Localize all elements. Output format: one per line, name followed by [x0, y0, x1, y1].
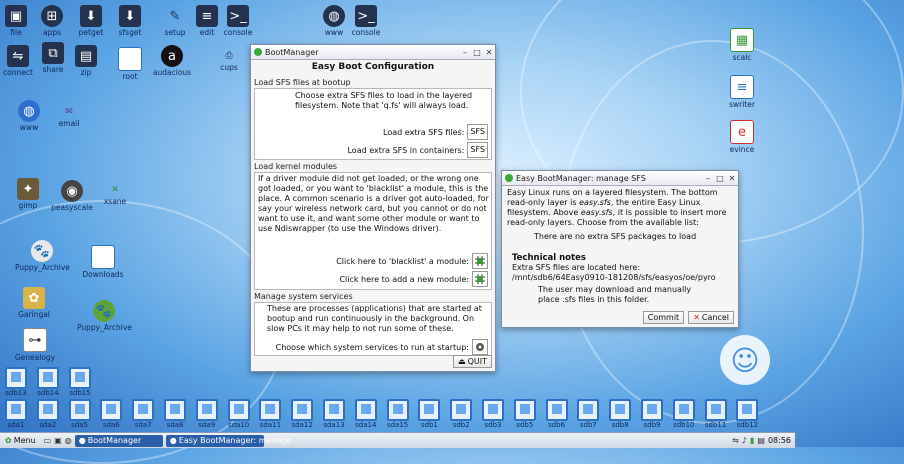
- no-packages-text: There are no extra SFS packages to load: [534, 232, 697, 241]
- drive-icon-sdb15[interactable]: [64, 367, 96, 397]
- drive-icon: [482, 399, 504, 421]
- clock[interactable]: 08:56: [767, 436, 791, 445]
- icon-label: scalc: [732, 53, 752, 62]
- task-label: BootManager: [87, 436, 142, 445]
- icon-label: file: [10, 28, 22, 37]
- drive-icon-sdb10[interactable]: [668, 399, 700, 429]
- drive-inner-icon: [43, 404, 53, 414]
- desktop-icon-console[interactable]: [211, 5, 265, 37]
- app-icon: ●: [169, 436, 177, 445]
- drive-inner-icon: [520, 404, 530, 414]
- kernel-section: [254, 172, 492, 290]
- sfs-row1-label: Load extra SFS files:: [383, 127, 465, 137]
- drive-icon: [37, 399, 59, 421]
- drive-icon: [641, 399, 663, 421]
- drive-inner-icon: [456, 404, 466, 414]
- terminal-launcher-icon[interactable]: ▣: [54, 436, 62, 445]
- intro-text: , it is possible to insert more read-only layers. Choose from the available list:: [507, 208, 727, 227]
- drive-icon: [546, 399, 568, 421]
- drive-label: sdb15: [69, 389, 91, 397]
- maximize-icon[interactable]: □: [716, 173, 724, 183]
- drive-icon: [164, 399, 186, 421]
- blacklist-row: [336, 253, 488, 269]
- drive-icon-sdb7[interactable]: [572, 399, 604, 429]
- drive-inner-icon: [679, 404, 689, 414]
- drive-inner-icon: [75, 372, 85, 382]
- drive-icon-sda7[interactable]: [127, 399, 159, 429]
- drive-icon: [387, 399, 409, 421]
- drive-inner-icon: [170, 404, 180, 414]
- cancel-label: Cancel: [701, 313, 729, 322]
- sfs-row2: [347, 142, 488, 158]
- services-description: These are processes (applications) that are started at bootup and run continuously in the background. On slow PCs it may help to not run some of these.: [267, 304, 482, 333]
- drive-inner-icon: [138, 404, 148, 414]
- drive-label: sdb1: [420, 421, 438, 429]
- gimp-icon: ✦: [17, 178, 39, 200]
- icon-label: connect: [3, 68, 33, 77]
- quit-label: QUIT: [467, 357, 487, 366]
- desktop-icon-console-top[interactable]: [339, 5, 393, 37]
- add-module-button[interactable]: [472, 271, 488, 287]
- show-desktop-icon[interactable]: ▭: [43, 436, 52, 445]
- bootmanager-window: [250, 44, 496, 372]
- drive-icon: [609, 399, 631, 421]
- drive-label: sdb2: [452, 421, 470, 429]
- document-icon: ≡: [730, 75, 754, 99]
- drive-label: sdb13: [5, 389, 27, 397]
- manage-sfs-titlebar[interactable]: [502, 171, 738, 186]
- archive-icon: ▤: [75, 45, 97, 67]
- drive-label: sdb11: [704, 421, 727, 429]
- drive-icon: [673, 399, 695, 421]
- camera-icon: ◉: [61, 180, 83, 202]
- drive-icon: [323, 399, 345, 421]
- drive-icon-sda13[interactable]: [318, 399, 350, 429]
- icon-label: peasyscale: [51, 203, 93, 212]
- drive-icon-sda10[interactable]: [223, 399, 255, 429]
- window-title: Easy BootManager: manage SFS: [516, 173, 646, 183]
- icon-label: swriter: [729, 100, 755, 109]
- drive-inner-icon: [361, 404, 371, 414]
- icon-label: Downloads: [82, 270, 124, 279]
- network-tray-icon[interactable]: ⇋: [732, 436, 739, 445]
- drive-icon-sdb6[interactable]: [541, 399, 573, 429]
- desktop-icon-cups[interactable]: [202, 50, 256, 72]
- drive-label: sdb12: [736, 421, 759, 429]
- drive-icon: [514, 399, 536, 421]
- battery-tray-icon[interactable]: ▮: [749, 436, 755, 445]
- tech-note-line: Extra SFS files are located here:: [512, 263, 641, 272]
- volume-tray-icon[interactable]: ♪: [741, 436, 747, 445]
- drive-label: sdb7: [579, 421, 597, 429]
- drive-icon-sdb8[interactable]: [604, 399, 636, 429]
- scanner-icon: ✕: [111, 185, 119, 195]
- desktop-icon-evince[interactable]: [715, 120, 769, 154]
- drive-inner-icon: [106, 404, 116, 414]
- drive-inner-icon: [424, 404, 434, 414]
- drive-label: sda1: [7, 421, 25, 429]
- sfs-row1: [383, 124, 488, 140]
- icon-label: apps: [42, 28, 62, 37]
- close-icon[interactable]: ✕: [728, 173, 736, 183]
- desktop-icon-puppy-archive[interactable]: [15, 240, 69, 272]
- wrench-icon: ✎: [169, 8, 181, 24]
- add-module-label: Click here to add a new module:: [339, 274, 469, 284]
- desktop-icon-xsane[interactable]: [88, 184, 142, 206]
- icon-label: gimp: [18, 201, 38, 210]
- spreadsheet-icon: ▦: [730, 28, 754, 52]
- tech-note-line: The user may download and manually place .sfs files in this folder.: [538, 285, 692, 304]
- desktop-icon-puppy-archive-2[interactable]: [77, 300, 131, 332]
- drive-inner-icon: [43, 372, 53, 382]
- drive-inner-icon: [11, 372, 21, 382]
- bootmanager-titlebar[interactable]: [251, 45, 495, 60]
- drive-label: sda6: [102, 421, 120, 429]
- sfs-intro: [502, 186, 738, 230]
- drive-icon-sda9[interactable]: [191, 399, 223, 429]
- drive-icon-sdb9[interactable]: [636, 399, 668, 429]
- desktop-icon-audacious[interactable]: [145, 45, 199, 77]
- technical-notes-heading: Technical notes: [512, 253, 586, 263]
- desktop-icon-email[interactable]: [42, 106, 96, 128]
- quit-row: [453, 355, 492, 368]
- services-row: [276, 339, 488, 355]
- blacklist-module-button[interactable]: [472, 253, 488, 269]
- sfs-package-icon: ⬇: [119, 5, 141, 27]
- drive-label: sda7: [134, 421, 152, 429]
- clipboard-tray-icon[interactable]: ▤: [757, 436, 765, 445]
- globe-icon: ◍: [323, 5, 345, 27]
- drive-inner-icon: [552, 404, 562, 414]
- load-sfs-containers-button[interactable]: SFS: [467, 142, 488, 158]
- icon-label: share: [42, 65, 64, 74]
- desktop-icon-downloads[interactable]: [76, 245, 130, 279]
- sfs-section-label: Load SFS files at bootup: [254, 78, 351, 87]
- drive-label: sda10: [227, 421, 250, 429]
- minimize-icon[interactable]: –: [463, 47, 467, 57]
- icon-label: console: [223, 28, 253, 37]
- cancel-icon: ✕: [693, 313, 700, 322]
- drive-icon-sdb12[interactable]: [731, 399, 763, 429]
- drive-label: sdb6: [548, 421, 566, 429]
- icon-label: console: [351, 28, 381, 37]
- sfs-section: [254, 88, 492, 160]
- drive-icon: [259, 399, 281, 421]
- pdf-viewer-icon: e: [730, 120, 754, 144]
- icon-label: xsane: [103, 197, 127, 206]
- icon-label: setup: [164, 28, 186, 37]
- desktop-icon-swriter[interactable]: [715, 75, 769, 109]
- drive-icon-sdb14[interactable]: [32, 367, 64, 397]
- icon-label: edit: [199, 28, 215, 37]
- drive-icon-sda5[interactable]: [64, 399, 96, 429]
- drive-icon: [450, 399, 472, 421]
- garingal-icon: ✿: [23, 287, 45, 309]
- drive-icon: [5, 399, 27, 421]
- task-bootmanager[interactable]: [75, 435, 163, 447]
- drive-icon-sda12[interactable]: [286, 399, 318, 429]
- drive-inner-icon: [711, 404, 721, 414]
- choose-services-button[interactable]: [472, 339, 488, 355]
- drive-icon-sda11[interactable]: [254, 399, 286, 429]
- browser-launcher-icon[interactable]: ◍: [64, 436, 72, 445]
- drive-label: sda12: [291, 421, 313, 429]
- task-manage-sfs[interactable]: [166, 435, 292, 447]
- drive-label: sda9: [198, 421, 216, 429]
- manage-sfs-window: [501, 170, 739, 328]
- drive-inner-icon: [615, 404, 625, 414]
- drive-inner-icon: [742, 404, 752, 414]
- email-icon: ✉: [65, 107, 73, 117]
- puppy-icon: 🐾: [31, 240, 53, 262]
- drive-inner-icon: [647, 404, 657, 414]
- drive-icon: [577, 399, 599, 421]
- drive-inner-icon: [265, 404, 275, 414]
- gear-icon: [475, 342, 485, 352]
- taskbar: [0, 432, 795, 448]
- drive-label: sda14: [355, 421, 377, 429]
- drive-icon-sda14[interactable]: [350, 399, 382, 429]
- app-icon: [505, 174, 513, 182]
- quit-button[interactable]: [453, 355, 492, 368]
- icon-label: www: [19, 123, 39, 132]
- close-icon[interactable]: ✕: [485, 47, 493, 57]
- window-title: BootManager: [265, 47, 319, 57]
- drive-icon: [196, 399, 218, 421]
- icon-label: Puppy_Archive: [15, 263, 70, 272]
- menu-icon: ✿: [5, 436, 12, 445]
- drive-icon: [736, 399, 758, 421]
- puppy-icon: 🐾: [93, 300, 115, 322]
- family-tree-icon: ⊶: [23, 328, 47, 352]
- icon-label: evince: [729, 145, 755, 154]
- drive-icon-sda1[interactable]: [0, 399, 32, 429]
- kernel-description: If a driver module did not get loaded, or the wrong one got loaded, or you want to 'blacklist' a module, this is the place. A common scenario is a driver got auto-loaded, for say your wireless network card, but you cannot or do not want to use it, and want some other module or want to use Ndiswrapper (to use the Windows driver).: [258, 174, 489, 233]
- drive-inner-icon: [488, 404, 498, 414]
- drive-label: sda2: [39, 421, 57, 429]
- icon-label: audacious: [152, 68, 192, 77]
- chip-icon: [475, 274, 485, 284]
- drive-icon: [228, 399, 250, 421]
- cancel-button[interactable]: [688, 311, 734, 324]
- drive-icon-sdb3[interactable]: [477, 399, 509, 429]
- drive-icon: [291, 399, 313, 421]
- drive-label: sda13: [323, 421, 345, 429]
- desktop-icon-garingal[interactable]: [7, 287, 61, 319]
- drive-icon-sdb5[interactable]: [509, 399, 541, 429]
- intro-text: , the entire Easy Linux filesystem. Above: [507, 198, 701, 217]
- load-extra-sfs-button[interactable]: SFS: [467, 124, 488, 140]
- icon-label: email: [58, 119, 80, 128]
- drive-inner-icon: [583, 404, 593, 414]
- drive-inner-icon: [75, 404, 85, 414]
- intro-text: Easy Linux runs on a layered filesystem. The bottom read-only layer is: [507, 188, 718, 207]
- globe-icon: ◍: [18, 100, 40, 122]
- intro-emphasis: easy.sfs: [579, 198, 611, 207]
- icon-label: root: [122, 72, 138, 81]
- apps-icon: ⊞: [41, 5, 63, 27]
- app-icon: [254, 48, 262, 56]
- drive-icon: [69, 367, 91, 389]
- chip-icon: [475, 256, 485, 266]
- icon-label: Puppy_Archive: [77, 323, 132, 332]
- network-icon: ⇋: [7, 45, 29, 67]
- drive-icon-sdb13[interactable]: [0, 367, 32, 397]
- drive-inner-icon: [393, 404, 403, 414]
- drive-icon: [132, 399, 154, 421]
- drive-label: sdb10: [673, 421, 695, 429]
- drive-icon: [418, 399, 440, 421]
- kernel-section-label: Load kernel modules: [254, 162, 338, 171]
- sfs-row2-label: Load extra SFS in containers:: [347, 145, 465, 155]
- drive-icon-sda2[interactable]: [32, 399, 64, 429]
- package-icon: ⬇: [80, 5, 102, 27]
- icon-label: Garingal: [18, 310, 50, 319]
- drive-icon-sdb11[interactable]: [700, 399, 732, 429]
- drive-inner-icon: [297, 404, 307, 414]
- drive-icon: [705, 399, 727, 421]
- folder-icon: [118, 47, 142, 71]
- icon-label: cups: [220, 63, 238, 72]
- maximize-icon[interactable]: □: [473, 47, 481, 57]
- drive-icon: [100, 399, 122, 421]
- services-label: Choose which system services to run at startup:: [275, 342, 469, 352]
- drive-inner-icon: [11, 404, 21, 414]
- drive-icon: [37, 367, 59, 389]
- text-editor-icon: ≡: [196, 5, 218, 27]
- drive-label: sdb9: [643, 421, 661, 429]
- terminal-icon: >_: [355, 5, 377, 27]
- drive-icon-sda8[interactable]: [159, 399, 191, 429]
- commit-button[interactable]: Commit: [643, 311, 684, 324]
- intro-emphasis: easy.sfs: [580, 208, 613, 217]
- drive-label: sdb3: [484, 421, 502, 429]
- icon-label: Genealogy: [14, 353, 56, 362]
- dialog-buttons: [643, 311, 734, 324]
- printer-icon: ⎙: [225, 51, 233, 61]
- blacklist-label: Click here to 'blacklist' a module:: [336, 256, 469, 266]
- terminal-icon: >_: [227, 5, 249, 27]
- icon-label: petget: [78, 28, 104, 37]
- drive-icon: [5, 367, 27, 389]
- drive-icon: [69, 399, 91, 421]
- desktop-icon-scalc[interactable]: [715, 28, 769, 62]
- drive-inner-icon: [234, 404, 244, 414]
- sfs-description: Choose extra SFS files to load in the layered filesystem. Note that 'q.fs' will always load.: [295, 91, 473, 110]
- drive-label: sdb8: [611, 421, 629, 429]
- folder-icon: [91, 245, 115, 269]
- drive-label: sdb5: [516, 421, 534, 429]
- icon-label: zip: [80, 68, 92, 77]
- file-manager-icon: ▣: [5, 5, 27, 27]
- drive-icon-sda15[interactable]: [382, 399, 414, 429]
- app-icon: ●: [78, 436, 86, 445]
- add-module-row: [339, 271, 488, 287]
- menu-button[interactable]: [3, 435, 40, 447]
- icon-label: www: [324, 28, 344, 37]
- drive-icon-sda6[interactable]: [95, 399, 127, 429]
- drive-label: sda8: [166, 421, 184, 429]
- drive-icon-sdb1[interactable]: [413, 399, 445, 429]
- drive-label: sda5: [71, 421, 89, 429]
- drive-inner-icon: [202, 404, 212, 414]
- easyos-logo-icon: ☺: [720, 335, 770, 385]
- sfs-folder-path: /mnt/sdb6/64Easy0910-181208/sfs/easyos/oe/pyro: [512, 273, 716, 282]
- menu-label: Menu: [13, 436, 36, 445]
- icon-label: sfsget: [118, 28, 142, 37]
- audacious-icon: a: [161, 45, 183, 67]
- task-label: Easy BootManager: manage: [178, 436, 292, 445]
- services-section-label: Manage system services: [254, 292, 353, 301]
- share-icon: ⧉: [42, 42, 64, 64]
- desktop-icon-genealogy[interactable]: [8, 328, 62, 362]
- drive-icon: [355, 399, 377, 421]
- drive-icon-sdb2[interactable]: [445, 399, 477, 429]
- drive-label: sda11: [259, 421, 282, 429]
- drive-label: sda15: [386, 421, 409, 429]
- drive-inner-icon: [329, 404, 339, 414]
- services-section: [254, 302, 492, 356]
- quit-icon: ⏏: [458, 357, 466, 366]
- dialog-heading: Easy Boot Configuration: [311, 62, 435, 72]
- drive-label: sdb14: [37, 389, 59, 397]
- minimize-icon[interactable]: –: [706, 173, 710, 183]
